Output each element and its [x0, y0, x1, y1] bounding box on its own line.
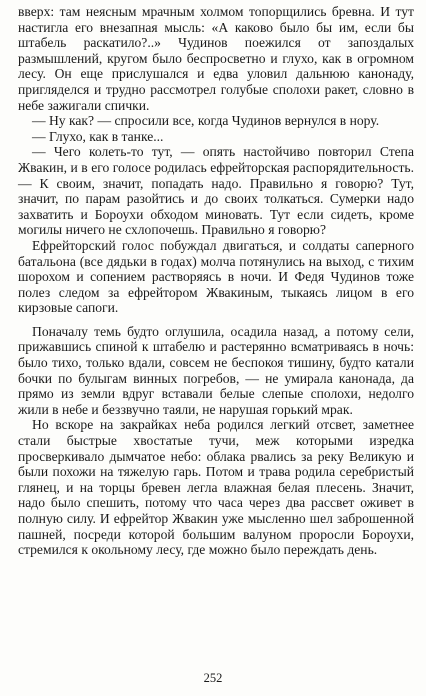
paragraph-5: Ефрейторский голос побуждал двигаться, и солдаты саперного батальона (все дядьки в годах) молча потянулись на выход, с тихим шорохом и сопением растворяясь в ночи. И Федя Чудинов тоже полез следом за ефрейтором Жвакиным, тыкаясь лицом в его кирзовые сапоги.: [18, 237, 414, 316]
paragraph-4: — Чего колеть-то тут, — опять настойчиво повторил Степа Жвакин, и в его голосе родилась ефрейторская распорядительность. — К своим, значит, попадать надо. Правильно я говорю? Тут, значит, по парам разойтись и до своих толкаться. Сумерки надо захватить и Бороухи обходом миновать. Тут если сидеть, кроме могилы ничего не схлопочешь. Правильно я говорю?: [18, 144, 414, 238]
paragraph-1: вверх: там неясным мрачным холмом топорщились бревна. И тут настигла его внезапная мысль: «А каково было бы им, если бы штабель раскатило?..» Чудинов поежился от запоздалых размышлений, кругом было беспросветно и глухо, как в огромном лесу. Он еще прислушался и едва уловил дальнюю канонаду, пригляделся и трудно рассмотрел голубые сполохи ракет, словно в небе зажигали спички.: [18, 4, 414, 113]
paragraph-6: Поначалу темь будто оглушила, осадила назад, а потому сели, прижавшись спиной к штабелю и растерянно всматриваясь в ночь: было тихо, только вдали, совсем не беспокоя тишину, будто катали бочки по булыгам винных погребов, — не умирала канонада, да прямо из земли вдруг вставали белые слепые сполохи, недолго жили в небе и беззвучно таяли, не нарушая горький мрак.: [18, 323, 414, 417]
paragraph-7: Но вскоре на закрайках неба родился легкий отсвет, заметнее стали быстрые хвостатые тучи, меж которыми изредка просверкивало дымчатое небо: облака рвались за реку Великую и были похожи на тяжелую гарь. Потом и трава родила серебристый глянец, и на торцы бревен легла влажная белая плесень. Значит, надо было спешить, потому что часа через два рассвет оживет в полную силу. И ефрейтор Жвакин уже мысленно шел заброшенной пашней, посреди которой большим валуном проросли Бороухи, стремился к окольному лесу, где можно было переждать день.: [18, 417, 414, 558]
body-text: [18, 4, 414, 558]
paragraph-3: — Глухо, как в танке...: [32, 128, 164, 144]
paragraph-2: — Ну как? — спросили все, когда Чудинов вернулся в нору.: [32, 113, 380, 129]
page-number: 252: [203, 671, 223, 685]
